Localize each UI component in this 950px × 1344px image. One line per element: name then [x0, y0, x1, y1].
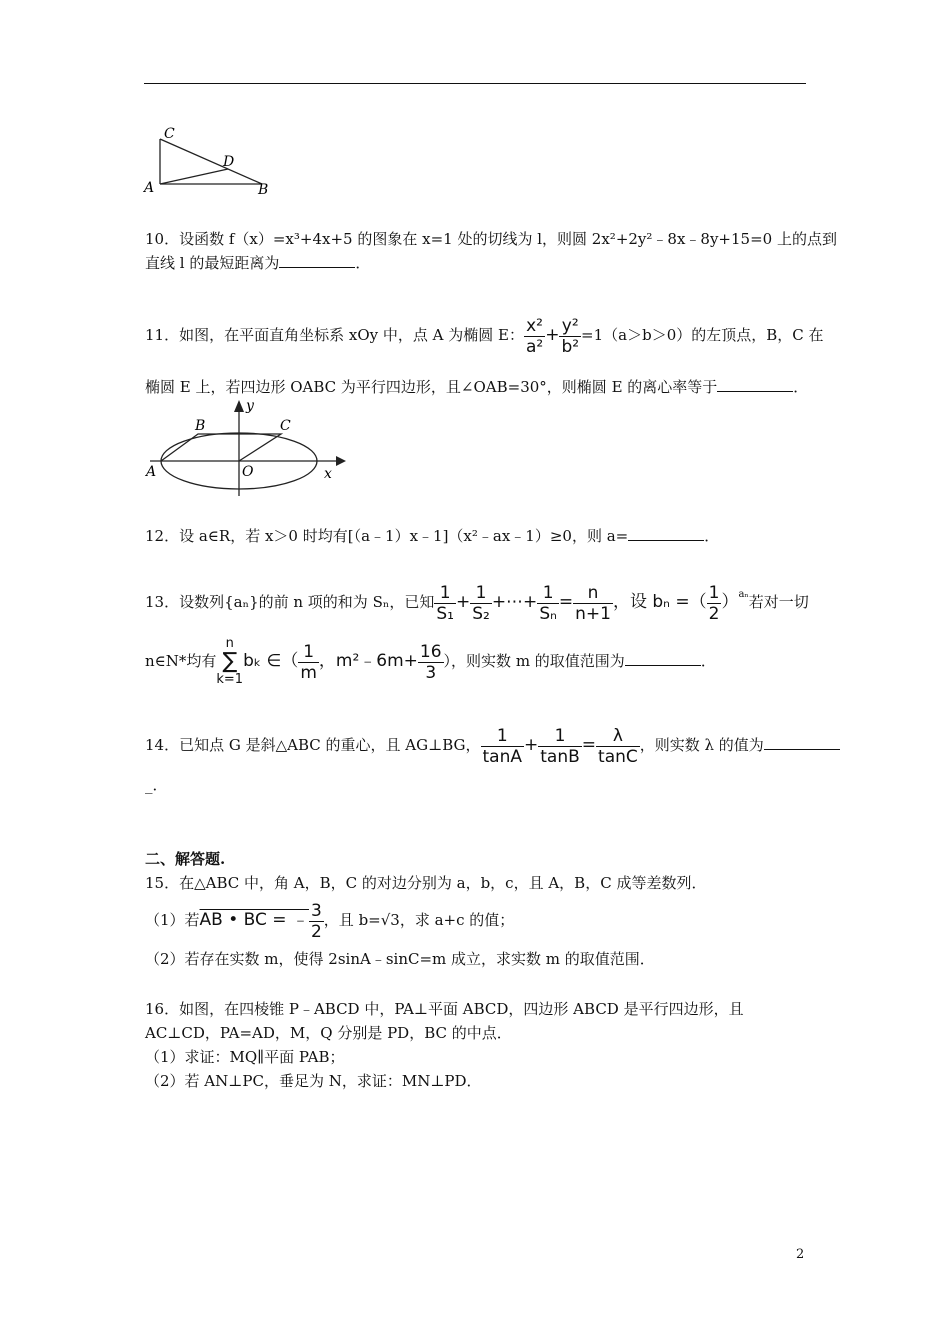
- label-a: A: [146, 464, 157, 480]
- fraction-16-3: $\frac{16}{3}$: [419, 641, 442, 683]
- q10-line2: 直线 l 的最短距离为 ．: [145, 254, 371, 272]
- label-d: D: [223, 154, 235, 170]
- fraction-1-m: $\frac{1}{m}$: [300, 641, 317, 683]
- fraction-1-tana: $\frac{1}{\tan A}$: [482, 725, 522, 767]
- q10-line1: 10．设函数 f（x）=x³+4x+5 的图象在 x=1 处的切线为 l，则圆 2x²+2y²﹣8x﹣8y+15=0 上的点到: [145, 230, 837, 248]
- fraction-1-tanb: $\frac{1}{\tan B}$: [540, 725, 580, 767]
- label-c: C: [280, 418, 291, 434]
- label-b: B: [195, 418, 206, 434]
- label-c: C: [164, 126, 175, 142]
- summation: n ∑ k=1: [216, 636, 244, 687]
- q13-line2: n∈N*均有 n ∑ k=1 bₖ ∈（ $\frac{1}{m}$ ，m²﹣6m+ $\frac{16}{3}$ ），则实数 m 的取值范围为 ．: [145, 636, 716, 687]
- q16-line1: 16．如图，在四棱锥 P﹣ABCD 中，PA⊥平面 ABCD，四边形 ABCD 是平行四边形，且: [145, 1000, 744, 1018]
- q16-part2: （2）若 AN⊥PC，垂足为 N，求证：MN⊥PD．: [145, 1072, 482, 1090]
- fraction-3-2: $\frac{3}{2}$: [310, 900, 322, 942]
- q15-line1: 15．在△ABC 中，角 A，B，C 的对边分别为 a，b，c，且 A，B，C 成等差数列．: [145, 874, 707, 892]
- label-a: A: [144, 180, 155, 196]
- q16-line2: AC⊥CD，PA=AD，M，Q 分别是 PD，BC 的中点．: [145, 1024, 512, 1042]
- label-o: O: [242, 464, 254, 480]
- label-y: y: [246, 398, 254, 414]
- q11-line2: 椭圆 E 上，若四边形 OABC 为平行四边形，且∠OAB=30°，则椭圆 E 的离心率等于 ．: [145, 378, 809, 396]
- q15-part2: （2）若存在实数 m，使得 2sinA﹣sinC=m 成立，求实数 m 的取值范围．: [145, 950, 655, 968]
- q16-part1: （1）求证：MQ∥平面 PAB；: [145, 1048, 345, 1066]
- section-title: 二、解答题.: [145, 850, 226, 868]
- ellipse-figure: [140, 398, 350, 498]
- answer-blank: [764, 735, 840, 750]
- page-number: 2: [796, 1247, 805, 1262]
- fraction-y2-b2: $\frac{\text{y²}}{\text{b²}}$: [561, 315, 580, 357]
- answer-blank: [279, 253, 355, 268]
- fraction-lambda-tanc: $\frac{\lambda}{\tan C}$: [598, 725, 638, 767]
- fraction-n-n1: $\frac{n}{n+1}$: [575, 582, 611, 624]
- fraction-1-s2: $\frac{1}{\text{S₂}}$: [472, 582, 490, 624]
- fraction-half: $\frac{1}{2}$: [708, 582, 720, 624]
- fraction-1-sn: $\frac{1}{\text{Sₙ}}$: [539, 582, 557, 624]
- label-x: x: [324, 466, 332, 482]
- q14-line1: 14．已知点 G 是斜△ABC 的重心，且 AG⊥BG， $\frac{1}{\tan A}$ + $\frac{1}{\tan B}$ = $\frac{\lambda}{\tan C}$ ，则实数 λ 的值为: [145, 718, 840, 772]
- q13-line1: 13．设数列{aₙ}的前 n 项的和为 Sₙ，已知 $\frac{1}{\text{S₁}}$ + $\frac{1}{\text{S₂}}$ +⋯+ $\frac{1}{\text{Sₙ}}$ = $\frac{n}{n+1}$ ，设 bₙ =（ $\frac{1}{2}$ ）$^{a_n}$若对一切: [145, 582, 809, 624]
- q14-line2: _．: [145, 776, 168, 794]
- q15-part1: （1）若AB • BC = ﹣ $\frac{3}{2}$ ，且 b=√3，求 a+c 的值；: [145, 900, 515, 942]
- answer-blank: [717, 377, 793, 392]
- answer-blank: [625, 651, 701, 666]
- header-rule: [144, 83, 806, 84]
- fraction-1-s1: $\frac{1}{\text{S₁}}$: [436, 582, 454, 624]
- fraction-x2-a2: $\frac{\text{x²}}{\text{a²}}$: [525, 315, 544, 357]
- q12-line: 12．设 a∈R，若 x＞0 时均有[（a﹣1）x﹣1]（x²﹣ax﹣1）≥0，则 a= ．: [145, 527, 720, 545]
- q11-line1: 11．如图，在平面直角坐标系 xOy 中，点 A 为椭圆 E： $\frac{\text{x²}}{\text{a²}}$ + $\frac{\text{y²}}{\text{b²}}$ =1（a＞b＞0）的左顶点，B，C 在: [145, 315, 824, 357]
- answer-blank: [628, 526, 704, 541]
- label-b: B: [258, 182, 269, 198]
- triangle-figure: [140, 124, 280, 200]
